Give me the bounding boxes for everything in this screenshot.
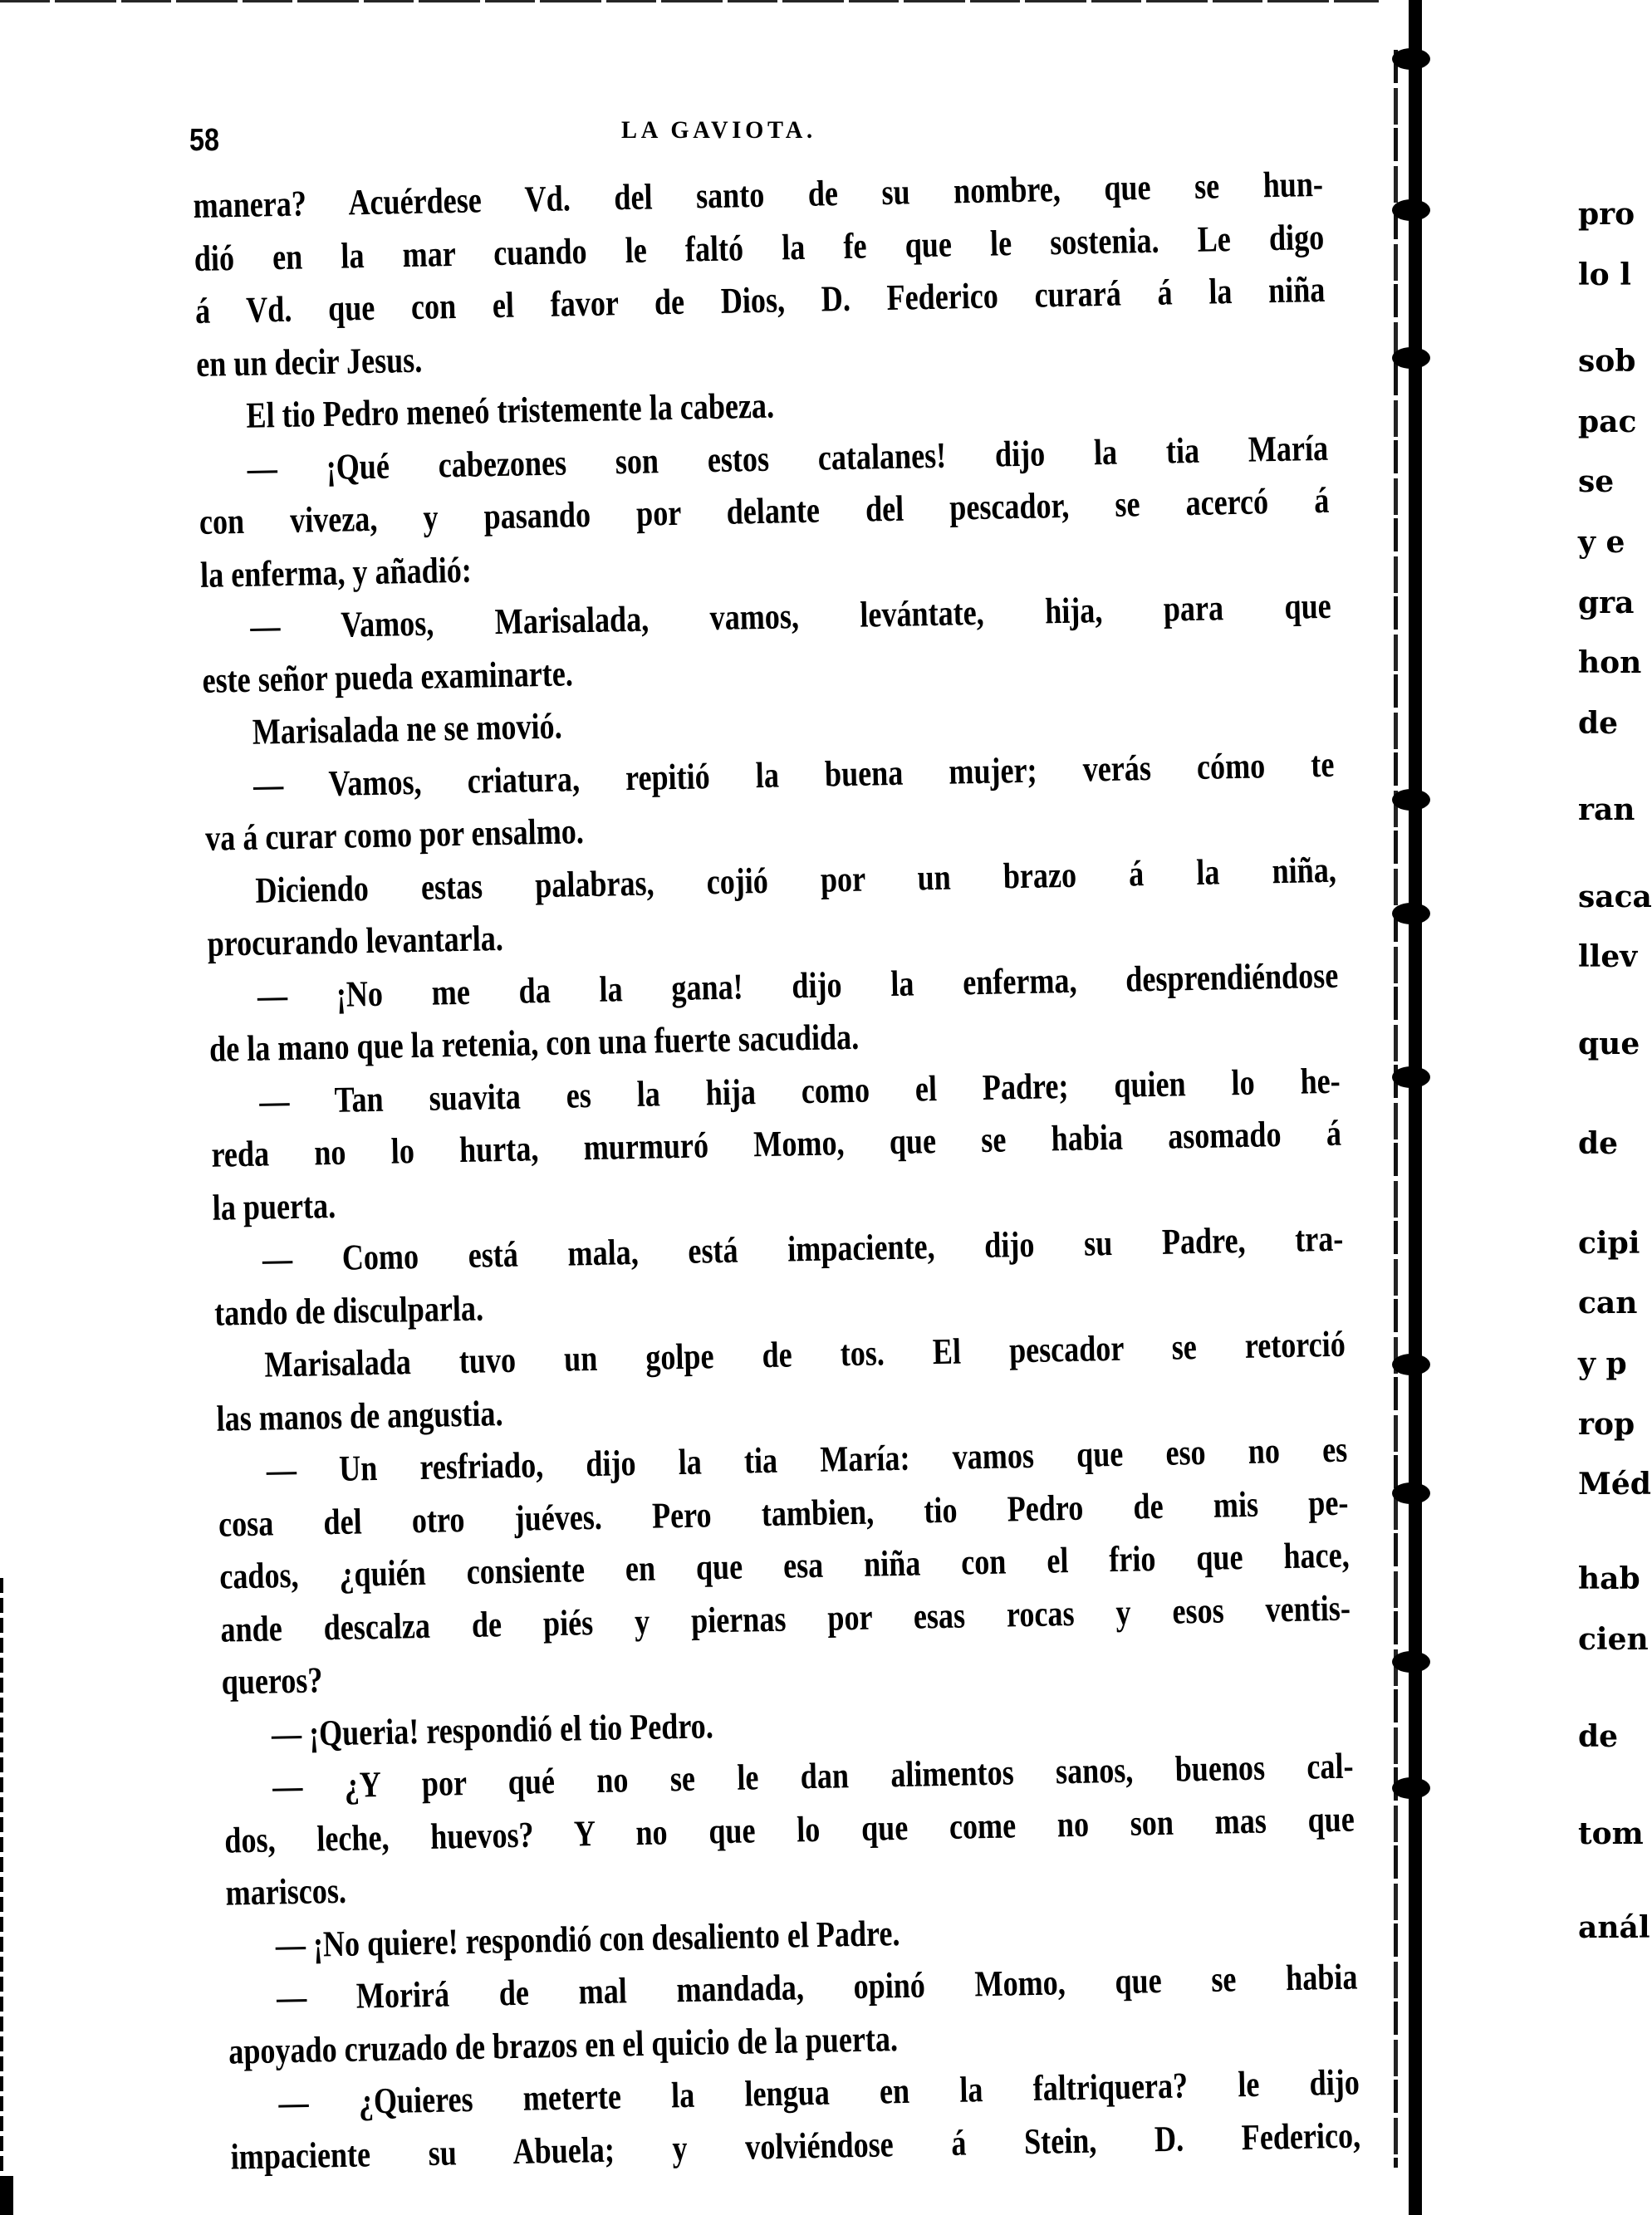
facing-page-text: gra [1578,585,1635,620]
text-line: procurando levantarla. [207,917,504,964]
facing-page-text: y e [1578,525,1625,560]
text-line: impaciente su Abuela; y volviéndose á Stein, D. Federico, [230,2114,1361,2178]
gutter-shadow [1394,50,1398,2168]
facing-page-text: de [1578,706,1619,742]
facing-page-text: can [1578,1286,1638,1321]
facing-page-text: rop [1578,1406,1635,1442]
text-line: ande descalza de piés y piernas por esas rocas y esos ventis- [220,1587,1351,1650]
binding-stitch [1392,1482,1430,1504]
text-line: — ¡Qué cabezones son estos catalanes! dijo la tia María [247,427,1329,489]
text-line: manera? Acuérdese Vd. del santo de su nombre, que se hun- [193,163,1324,226]
facing-page-text: de [1578,1125,1619,1161]
body-text [193,158,1360,2183]
facing-page-text: sob [1578,343,1636,379]
text-line: las manos de angustia. [216,1392,503,1439]
facing-page-text: pac [1578,404,1637,439]
text-line: la puerta. [212,1184,336,1228]
facing-page-text: lo l [1578,257,1631,292]
text-line: de la mano que la retenia, con una fuerte sacudida. [208,1016,860,1070]
text-line: El tio Pedro meneó tristemente la cabeza. [246,385,775,436]
page-number: 58 [189,123,219,158]
text-line: — Vamos, Marisalada, vamos, levántate, hija, para que [249,585,1332,647]
binding-stitch [1392,1066,1430,1088]
facing-page-text: se [1578,464,1615,500]
text-line: tando de disculparla. [213,1287,484,1334]
text-line: dió en la mar cuando le faltó la fe que le sostenia. Le digo [194,216,1325,279]
text-line: este señor pueda examinarte. [202,652,574,701]
facing-page-text: llev [1578,939,1638,975]
text-line: — ¡No quiere! respondió con desaliento el Padre. [275,1912,900,1965]
binding-stitch [1392,199,1430,221]
gutter-spine [1409,0,1422,2215]
text-line: apoyado cruzado de brazos en el quicio de la puerta. [228,2017,899,2072]
facing-page-text: Méd [1578,1467,1651,1502]
text-line: reda no lo hurta, murmuró Momo, que se habia asomado á [211,1112,1342,1175]
binding-stitch [1392,48,1430,70]
binding-stitch [1392,789,1430,811]
running-title: LA GAVIOTA. [621,116,816,144]
text-line: con viveza, y pasando por delante del pescador, se acercó á [199,479,1330,542]
text-line: cosa del otro juéves. Pero tambien, tio Pedro de mis pe- [218,1482,1349,1545]
facing-page-text: de [1578,1718,1619,1754]
facing-page-text: anál [1578,1910,1650,1946]
facing-page-text: ran [1578,792,1635,828]
facing-page-text: saca [1578,879,1652,914]
facing-page-text: hab [1578,1561,1640,1597]
facing-page-text: hon [1578,645,1642,681]
binding-gutter [1385,0,1435,2215]
text-line: cados, ¿quién consiente en que esa niña con el frio que hace, [218,1534,1351,1597]
text-line: la enferma, y añadió: [199,549,473,595]
text-line: — ¡Queria! respondió el tio Pedro. [271,1704,714,1755]
facing-page-text: cien [1578,1621,1649,1657]
binding-stitch [1392,1354,1430,1375]
text-line: — Como está mala, está impaciente, dijo su Padre, tra- [262,1218,1344,1280]
text-line: — ¿Y por qué no se le dan alimentos sanos, buenos cal- [272,1745,1354,1807]
text-line: — Vamos, criatura, repitió la buena mujer; verás cómo te [252,743,1335,806]
text-line: — Morirá de mal mandada, opinó Momo, que se habia [276,1956,1358,2018]
text-line: en un decir Jesus. [195,339,423,385]
text-line: — ¿Quieres meterte la lengua en la faltriquera? le dijo [278,2061,1360,2124]
facing-page-text: y p [1578,1346,1627,1382]
text-line: va á curar como por ensalmo. [204,811,585,859]
facing-page-text: tom [1578,1816,1644,1851]
text-line: Diciendo estas palabras, cojió por un brazo á la niña, [255,849,1337,911]
text-line: — Tan suavita es la hija como el Padre; quien lo he- [258,1060,1341,1122]
text-line: queros? [221,1659,323,1703]
text-line: dos, leche, huevos? Y no que lo que come no son mas que [223,1798,1355,1861]
facing-page-text: que [1578,1026,1640,1061]
binding-stitch [1392,903,1430,924]
binding-stitch [1392,1651,1430,1673]
text-line: — ¡No me da la gana! dijo la enferma, desprendiéndose [257,954,1339,1017]
facing-page-text: cipi [1578,1225,1640,1261]
text-line: Marisalada tuvo un golpe de tos. El pescador se retorció [263,1323,1346,1385]
binding-stitch [1392,1777,1430,1799]
text-line: — Un resfriado, dijo la tia María: vamos que eso no es [266,1428,1348,1491]
text-line: á Vd. que con el favor de Dios, D. Federico curará á la niña [194,268,1326,331]
binding-stitch [1392,347,1430,369]
text-line: mariscos. [225,1870,347,1914]
text-line: Marisalada ne se movió. [252,705,563,752]
facing-page-text: pro [1578,197,1635,232]
facing-page-fragment [1578,0,1652,2215]
running-head [189,116,1319,166]
